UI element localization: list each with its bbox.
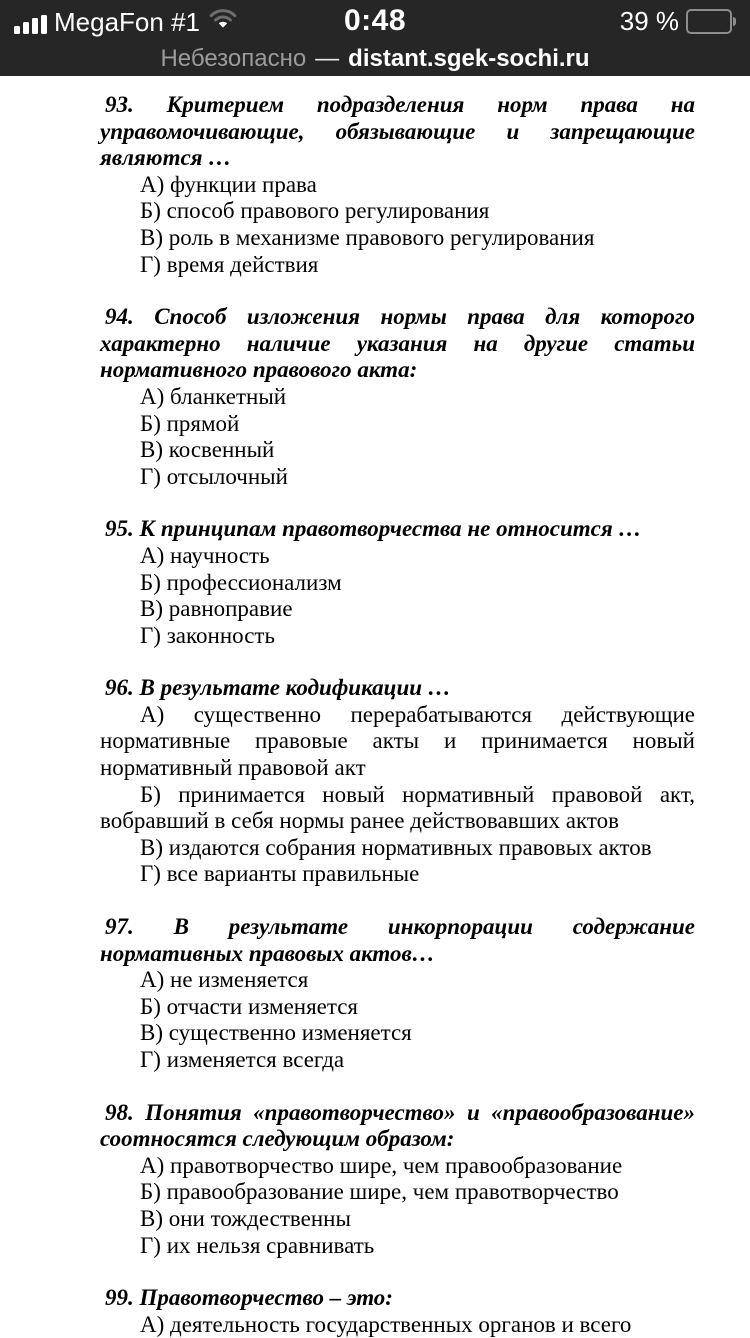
question-96 <box>100 675 695 888</box>
question-93-option-v: В) роль в механизме правового регулирования <box>140 224 595 250</box>
clock: 0:48 <box>343 4 407 37</box>
status-bar-right <box>620 6 736 37</box>
wifi-icon <box>209 8 237 34</box>
question-99 <box>100 1285 695 1338</box>
question-93-option-g: Г) время действия <box>140 251 319 277</box>
question-title: 95. К принципам правотворчества не относится … <box>105 516 642 542</box>
question-title: 96. В результате кодификации … <box>105 675 451 701</box>
carrier-label: MegaFon #1 <box>54 6 200 37</box>
question-93 <box>100 92 695 278</box>
status-bar <box>0 0 750 76</box>
page-content[interactable] <box>0 76 750 1338</box>
url-domain: distant.sgek-sochi.ru <box>348 45 590 72</box>
question-97 <box>100 914 695 1074</box>
question-94-option-a: А) бланкетный <box>140 383 287 409</box>
status-bar-top-row <box>0 0 750 42</box>
question-93-option-b: Б) способ правового регулирования <box>140 198 490 224</box>
security-label: Небезопасно <box>160 45 307 72</box>
question-97-option-b: Б) отчасти изменяется <box>140 993 359 1019</box>
question-98-option-a: А) правотворчество шире, чем правообразование <box>140 1152 623 1178</box>
battery-icon <box>686 9 736 34</box>
question-98-option-v: В) они тождественны <box>140 1205 351 1231</box>
question-97-option-a: А) не изменяется <box>140 967 309 993</box>
question-94 <box>100 304 695 490</box>
question-title: 99. Правотворчество – это: <box>105 1285 393 1311</box>
battery-percentage: 39 % <box>619 5 679 36</box>
question-96-option-g: Г) все варианты правильные <box>140 861 420 887</box>
question-95-option-a: А) научность <box>140 542 270 568</box>
question-96-option-v: В) издаются собрания нормативных правовых актов <box>140 834 652 860</box>
status-bar-left <box>14 8 237 35</box>
question-98-option-b: Б) правообразование шире, чем правотворчество <box>140 1179 619 1205</box>
question-99-option-a: А) деятельность государственных органов и всего <box>140 1311 632 1337</box>
question-94-option-b: Б) прямой <box>140 410 240 436</box>
question-97-option-g: Г) изменяется всегда <box>140 1047 345 1072</box>
question-95 <box>100 516 695 649</box>
question-98-option-g: Г) их нельзя сравнивать <box>140 1232 375 1258</box>
question-95-option-v: В) равноправие <box>140 596 293 622</box>
question-94-option-g: Г) отсылочный <box>140 463 288 489</box>
question-title: 93. Критерием подразделения норм права на управомочивающие, обязывающие и запрещающие являются … <box>100 92 695 171</box>
question-96-option-a: А) существенно перерабатываются действующие нормативные правовые акты и принимается новый нормативный правовой акт <box>100 701 695 781</box>
question-title: 98. Понятия «правотворчество» и «правообразование» соотносятся следующим образом: <box>100 1099 695 1152</box>
question-96-option-b: Б) принимается новый нормативный правовой акт, вобравший в себя нормы ранее действовавших актов <box>100 781 695 834</box>
url-separator: — <box>315 45 340 72</box>
question-title: 94. Способ изложения нормы права для которого характерно наличие указания на другие статьи нормативного правового акта: <box>100 304 695 383</box>
cellular-signal-icon <box>14 14 47 35</box>
question-94-option-v: В) косвенный <box>140 437 275 463</box>
question-95-option-g: Г) законность <box>140 622 275 648</box>
question-93-option-a: А) функции права <box>140 171 317 197</box>
question-98 <box>100 1100 695 1260</box>
question-title: 97. В результате инкорпорации содержание нормативных правовых актов… <box>100 914 695 966</box>
question-95-option-b: Б) профессионализм <box>140 569 342 595</box>
question-97-option-v: В) существенно изменяется <box>140 1020 412 1046</box>
url-bar[interactable] <box>0 42 750 76</box>
